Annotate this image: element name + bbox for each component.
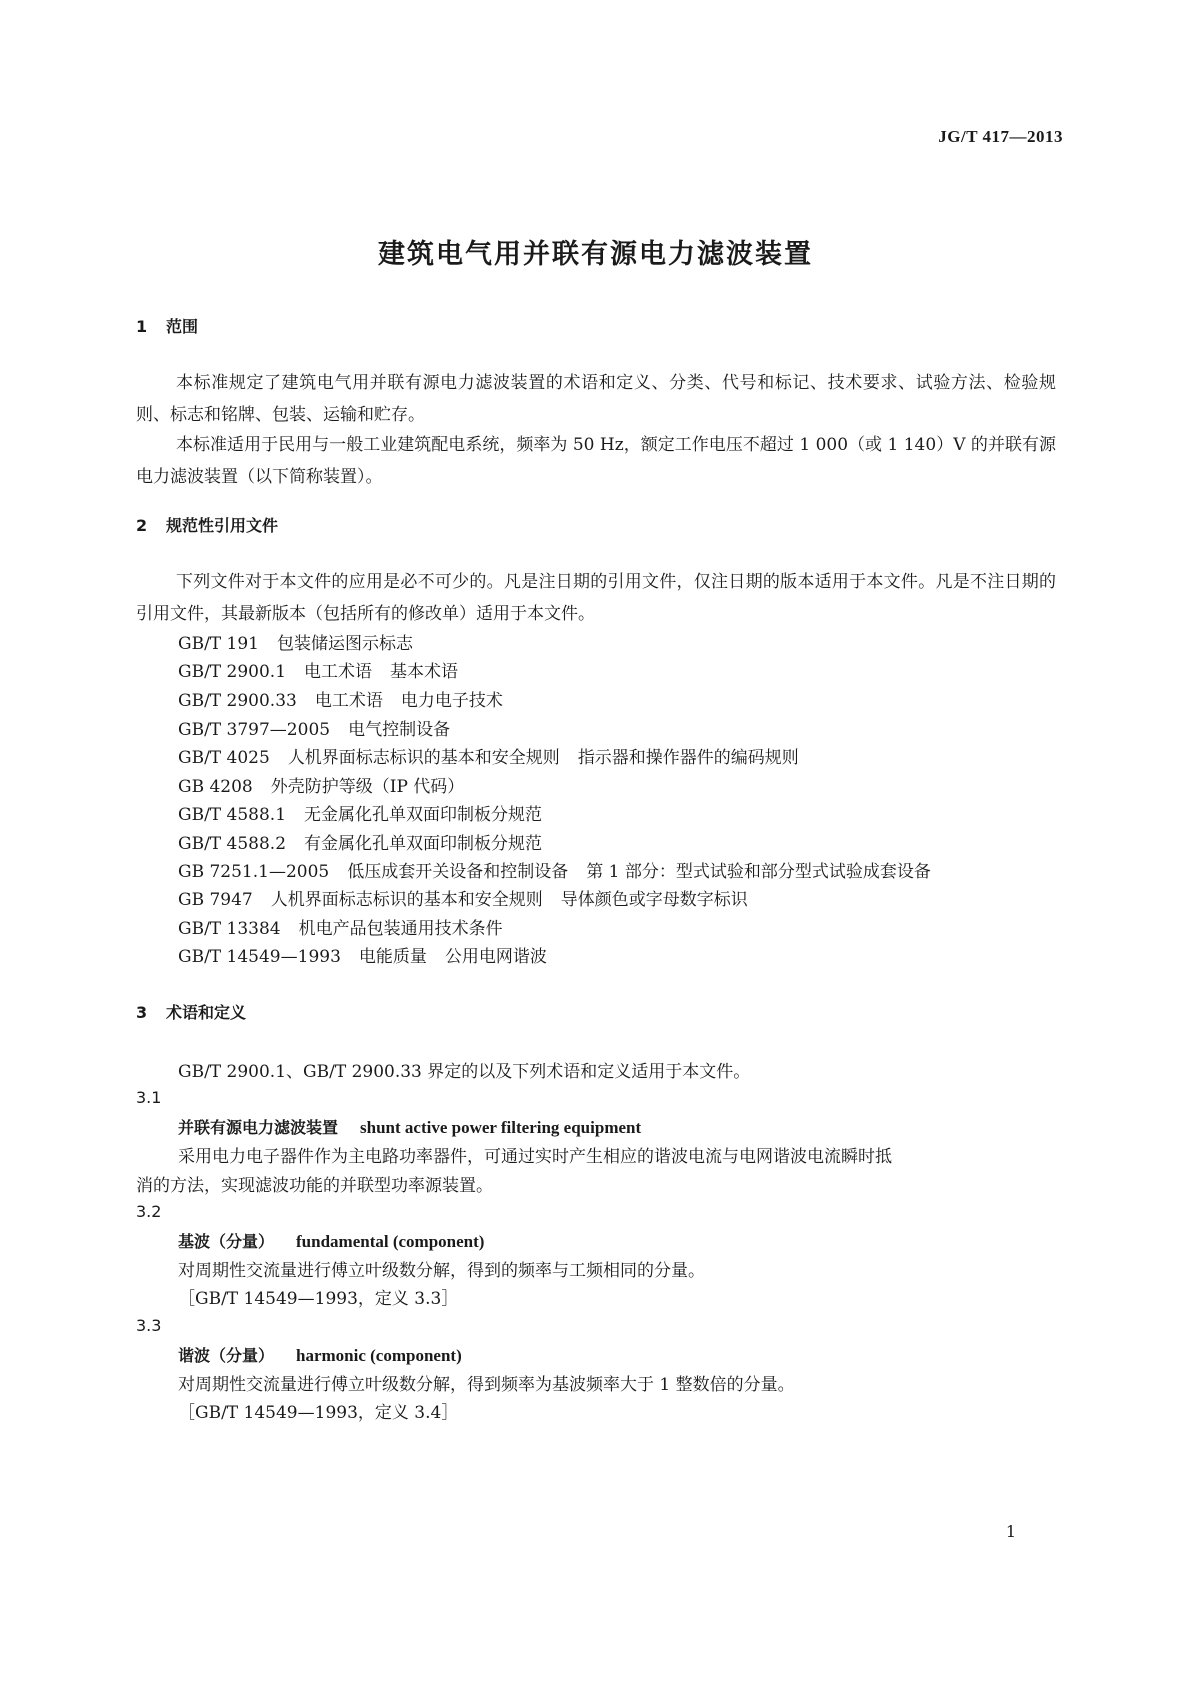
reference-item: GB/T 4588.2 有金属化孔单双面印制板分规范	[178, 834, 543, 854]
term-definition: 对周期性交流量进行傅立叶级数分解，得到频率为基波频率大于 1 整数倍的分量。	[178, 1375, 795, 1395]
page-number: 1	[1005, 1522, 1016, 1541]
scope-paragraph-2: 本标准适用于民用与一般工业建筑配电系统，频率为 50 Hz，额定工作电压不超过 1 000（或 1 140）V 的并联有源电力滤波装置（以下简称装置）。	[136, 435, 1056, 487]
refs-intro-paragraph: 下列文件对于本文件的应用是必不可少的。凡是注日期的引用文件，仅注日期的版本适用于本文件。凡是不注日期的引用文件，其最新版本（包括所有的修改单）适用于本文件。	[136, 572, 1056, 624]
standard-code: JG/T 417—2013	[938, 127, 1063, 146]
term-name: 并联有源电力滤波装置 shunt active power filtering equipment	[178, 1118, 642, 1137]
section-heading-terms	[136, 1000, 246, 1023]
reference-item: GB/T 4025 人机界面标志标识的基本和安全规则 指示器和操作器件的编码规则	[178, 748, 799, 768]
reference-item: GB/T 2900.1 电工术语 基本术语	[178, 662, 459, 682]
section-title: 规范性引用文件	[166, 516, 279, 535]
reference-item: GB/T 4588.1 无金属化孔单双面印制板分规范	[178, 805, 543, 825]
reference-item: GB 7251.1—2005 低压成套开关设备和控制设备 第 1 部分：型式试验和部分型式试验成套设备	[178, 862, 931, 882]
term-source: ［GB/T 14549—1993，定义 3.3］	[178, 1289, 459, 1309]
reference-item: GB/T 14549—1993 电能质量 公用电网谐波	[178, 947, 547, 967]
term-name: 谐波（分量） harmonic (component)	[178, 1346, 462, 1365]
reference-item: GB/T 2900.33 电工术语 电力电子技术	[178, 691, 503, 711]
section-heading-normative-refs	[136, 513, 278, 536]
reference-item: GB/T 3797—2005 电气控制设备	[178, 720, 451, 740]
section-title: 范围	[166, 317, 199, 336]
term-number: 3.2	[136, 1202, 162, 1221]
reference-item: GB/T 13384 机电产品包装通用技术条件	[178, 919, 503, 939]
section-heading-scope	[136, 314, 198, 337]
term-number: 3.1	[136, 1088, 162, 1107]
term-definition-continued: 消的方法，实现滤波功能的并联型功率源装置。	[136, 1176, 493, 1196]
term-definition: 对周期性交流量进行傅立叶级数分解，得到的频率与工频相同的分量。	[178, 1261, 705, 1281]
term-number: 3.3	[136, 1316, 162, 1335]
section-number: 3	[136, 1003, 148, 1022]
scope-paragraph-1: 本标准规定了建筑电气用并联有源电力滤波装置的术语和定义、分类、代号和标记、技术要求、试验方法、检验规则、标志和铭牌、包装、运输和贮存。	[136, 373, 1056, 425]
reference-item: GB 4208 外壳防护等级（IP 代码）	[178, 777, 465, 797]
section-title: 术语和定义	[166, 1003, 247, 1022]
term-definition: 采用电力电子器件作为主电路功率器件，可通过实时产生相应的谐波电流与电网谐波电流瞬时抵	[178, 1147, 892, 1167]
reference-item: GB/T 191 包装储运图示标志	[178, 634, 413, 654]
document-title: 建筑电气用并联有源电力滤波装置	[378, 239, 813, 270]
terms-intro-paragraph: GB/T 2900.1、GB/T 2900.33 界定的以及下列术语和定义适用于本文件。	[178, 1062, 751, 1082]
term-name: 基波（分量） fundamental (component)	[178, 1232, 485, 1251]
term-source: ［GB/T 14549—1993，定义 3.4］	[178, 1403, 459, 1423]
section-number: 1	[136, 317, 148, 336]
section-number: 2	[136, 516, 148, 535]
reference-item: GB 7947 人机界面标志标识的基本和安全规则 导体颜色或字母数字标识	[178, 890, 748, 910]
